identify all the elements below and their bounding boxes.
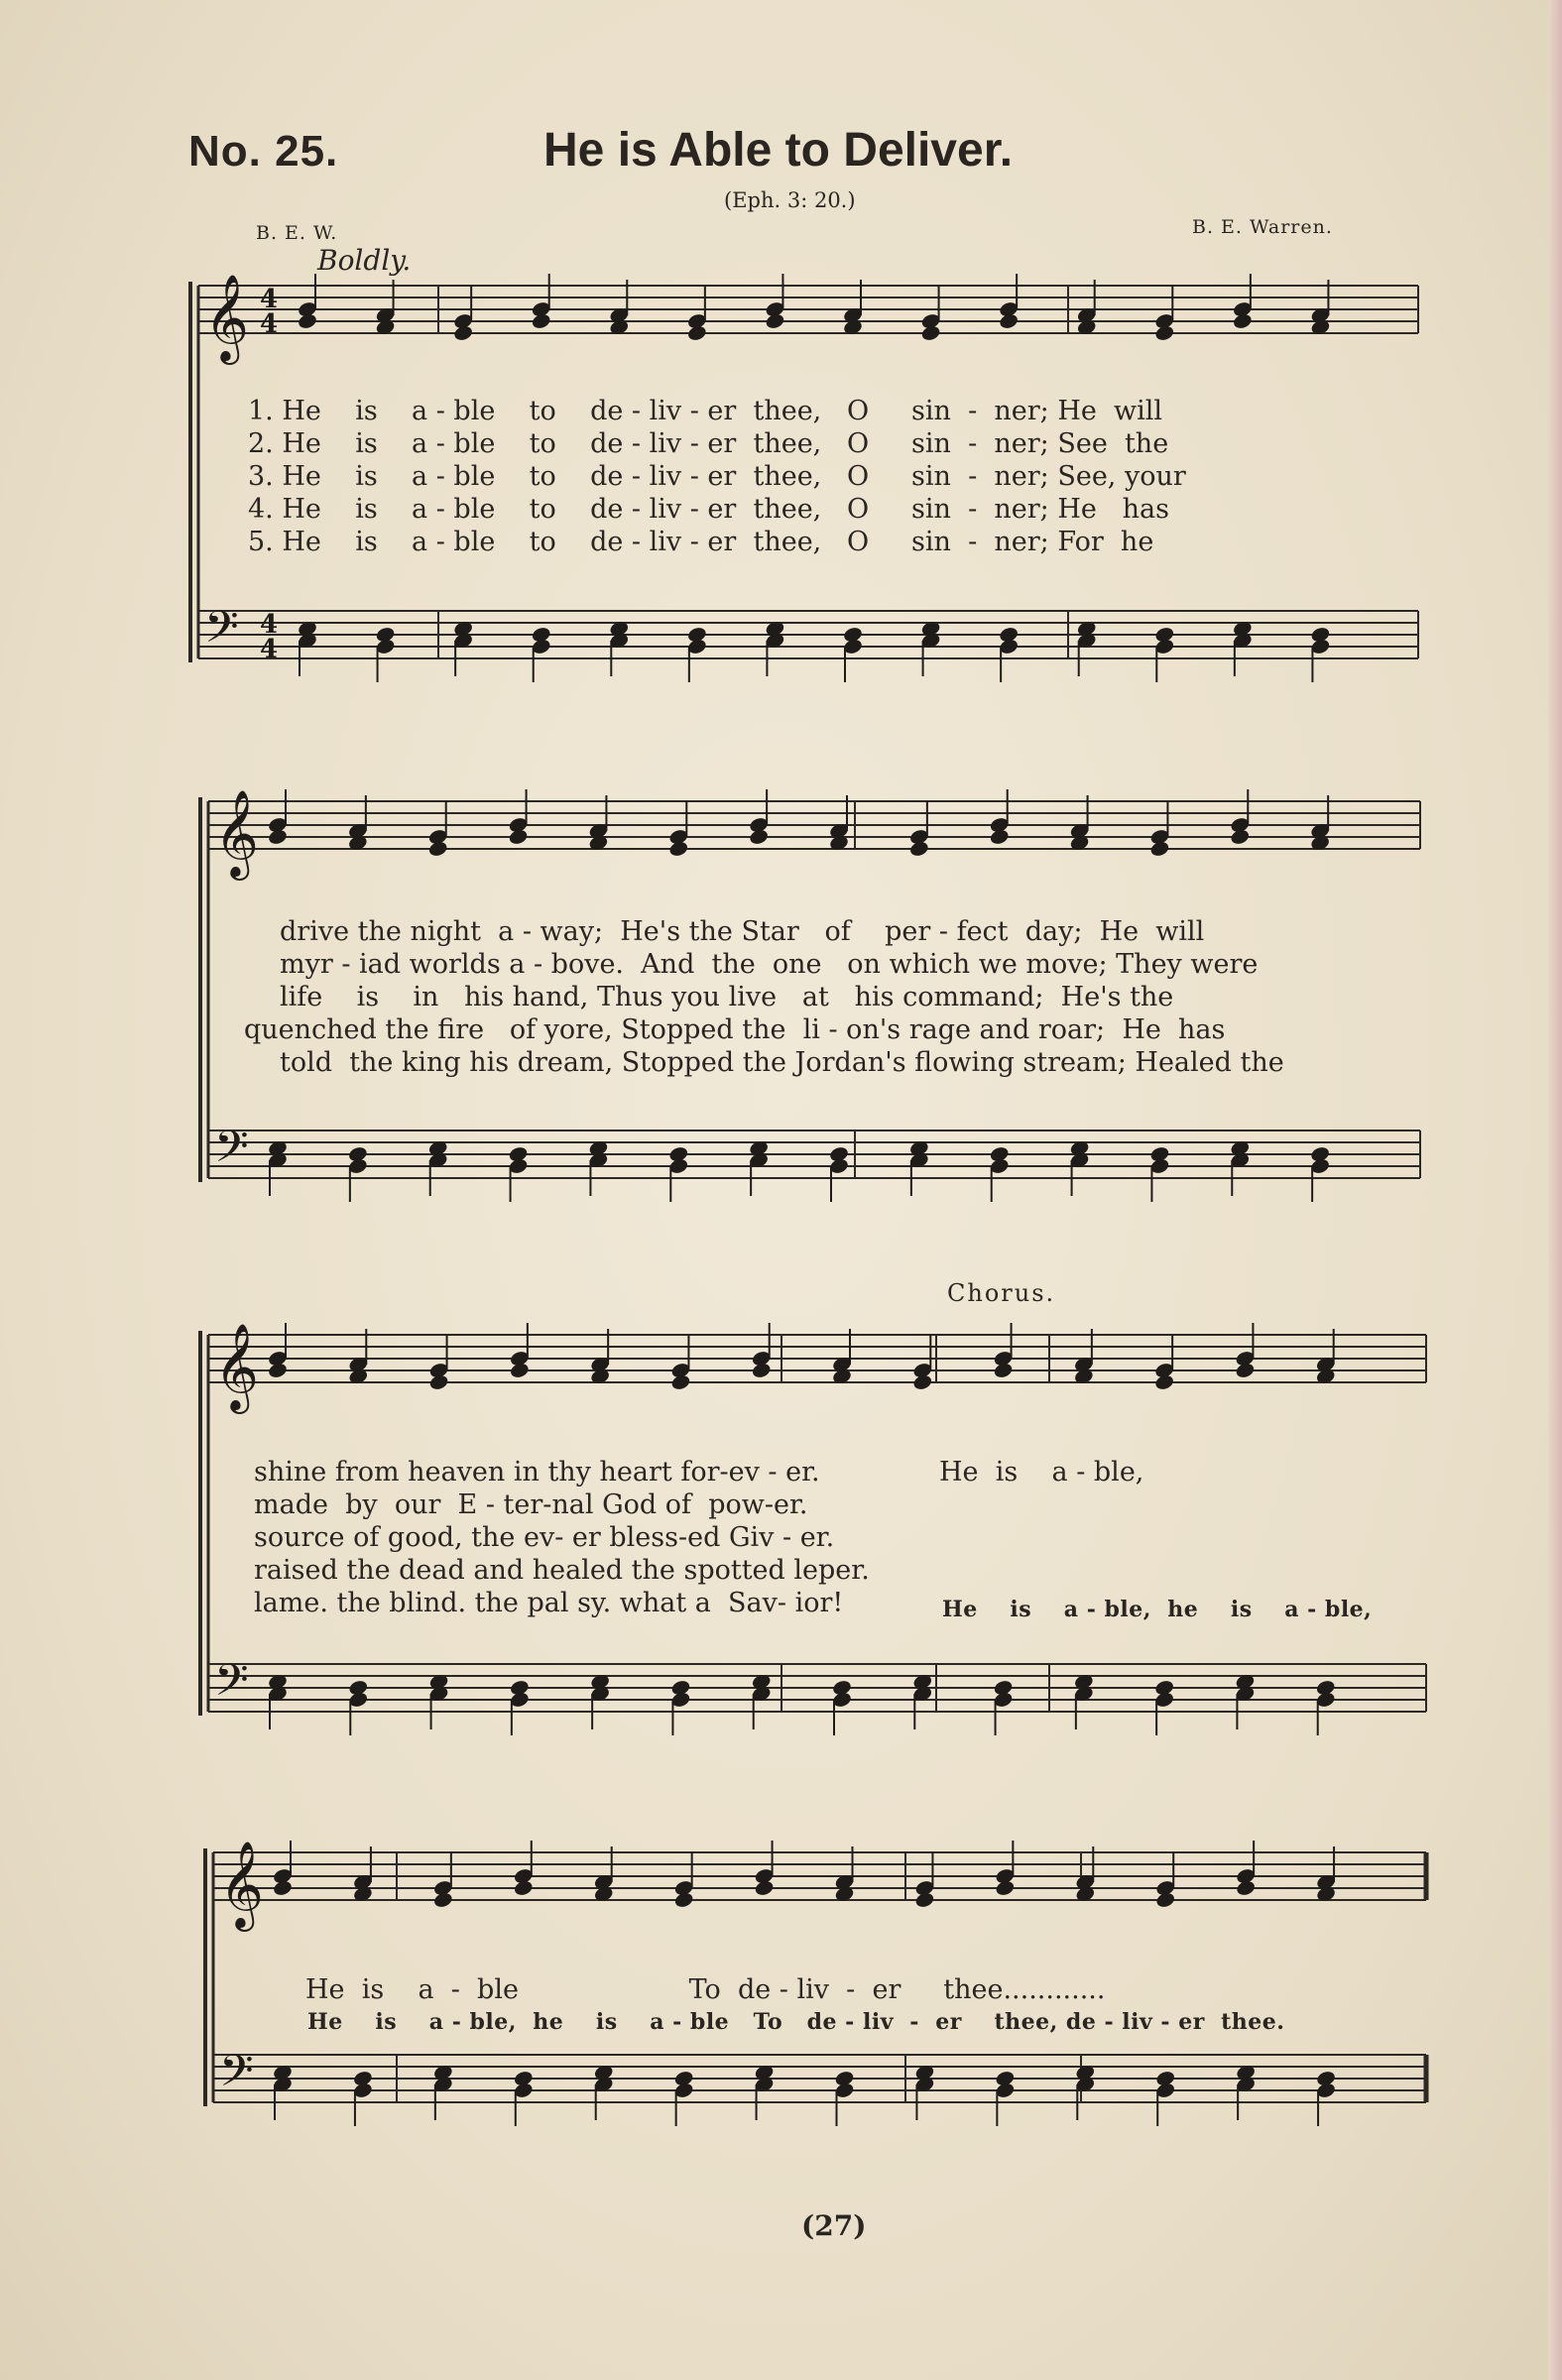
note-head — [427, 840, 448, 858]
bass-clef-icon: 𝄢 — [214, 1121, 249, 1183]
verse-1-line-3: shine from heaven in thy heart for-ev - er. — [254, 1457, 820, 1488]
verse-4-line-2: quenched the fire of yore, Stopped the li - on's rage and roar; He has — [244, 1014, 1226, 1045]
composer-credit: B. E. Warren. — [1192, 216, 1333, 238]
chorus-label: Chorus. — [947, 1279, 1056, 1307]
verse-3-line-1: 3. He is a - ble to de - liv - er thee, O sin - ner; See, your — [248, 461, 1186, 492]
note-head — [908, 840, 929, 858]
note-head — [673, 1891, 694, 1909]
verse-2-line-1: 2. He is a - ble to de - liv - er thee, O sin - ner; See the — [248, 428, 1169, 459]
time-signature-top: 4 — [260, 285, 279, 314]
note-head — [1235, 1362, 1256, 1379]
note-head — [513, 1879, 534, 1897]
verse-2-line-2: myr - iad worlds a - bove. And the one on which we move; They were — [280, 949, 1259, 980]
verse-4-line-3: raised the dead and healed the spotted leper. — [254, 1555, 870, 1586]
verse-1-line-1: 1. He is a - ble to de - liv - er thee, O sin - ner; He will — [248, 396, 1163, 426]
bass-clef-icon: 𝄢 — [219, 2045, 254, 2107]
note-head — [920, 324, 941, 342]
note-head — [509, 1362, 530, 1379]
lyricist-credit: B. E. W. — [256, 222, 338, 244]
chorus-melody-words: He is a - ble, — [939, 1457, 1144, 1488]
note-head — [754, 1879, 775, 1897]
note-head — [531, 312, 551, 330]
note-head — [272, 1879, 293, 1897]
note-head — [1235, 1879, 1256, 1897]
verse-4-line-1: 4. He is a - ble to de - liv - er thee, O sin - ner; He has — [248, 494, 1169, 525]
note-head — [748, 828, 769, 846]
verse-5-line-1: 5. He is a - ble to de - liv - er thee, O sin - ner; For he — [248, 527, 1154, 557]
note-head — [452, 324, 473, 342]
hymn-number: No. 25. — [188, 127, 339, 176]
treble-clef-icon: 𝄞 — [214, 788, 259, 877]
note-head — [1155, 1891, 1176, 1909]
bass-clef-icon: 𝄢 — [204, 601, 239, 663]
chorus-bass-words-2: He is a - ble, he is a - ble To de - liv - er thee, de - liv - er thee. — [307, 2009, 1285, 2035]
page-number: (27) — [801, 2209, 867, 2242]
note-head — [432, 1891, 453, 1909]
note-head — [267, 1362, 288, 1379]
note-head — [998, 312, 1019, 330]
note-head — [668, 840, 689, 858]
note-head — [995, 1879, 1016, 1897]
note-head — [1154, 324, 1175, 342]
note-head — [1232, 312, 1253, 330]
note-head — [914, 1891, 935, 1909]
note-head — [1153, 1373, 1174, 1391]
treble-clef-icon: 𝄞 — [214, 1322, 259, 1410]
tempo-marking: Boldly. — [317, 244, 412, 277]
scripture-reference: (Eph. 3: 20.) — [724, 188, 856, 212]
note-head — [670, 1373, 691, 1391]
note-head — [989, 828, 1010, 846]
note-head — [765, 312, 785, 330]
hymn-title: He is Able to Deliver. — [543, 124, 1014, 177]
note-head — [297, 312, 317, 330]
chorus-melody-words-2: He is a - ble To de - liv - er thee............ — [305, 1974, 1106, 2005]
time-signature-top: 4 — [260, 610, 279, 640]
note-head — [1149, 840, 1170, 858]
verse-5-line-3: lame. the blind. the pal sy. what a Sav- ior! — [254, 1588, 844, 1618]
note-head — [267, 828, 288, 846]
note-head — [993, 1362, 1014, 1379]
verse-3-line-2: life is in his hand, Thus you live at his command; He's the — [280, 982, 1174, 1012]
note-head — [686, 324, 707, 342]
bass-clef-icon: 𝄢 — [214, 1654, 249, 1717]
verse-3-line-3: source of good, the ev- er bless-ed Giv - er. — [254, 1522, 835, 1553]
note-head — [912, 1373, 933, 1391]
treble-clef-icon: 𝄞 — [219, 1840, 264, 1928]
note-head — [428, 1373, 449, 1391]
verse-5-line-2: told the king his dream, Stopped the Jordan's flowing stream; Healed the — [280, 1047, 1284, 1078]
verse-2-line-3: made by our E - ter-nal God of pow-er. — [254, 1489, 808, 1520]
time-signature-bottom: 4 — [260, 635, 279, 664]
verse-1-line-2: drive the night a - way; He's the Star of per - fect day; He will — [280, 916, 1205, 947]
note-head — [1230, 828, 1251, 846]
chorus-bass-words: He is a - ble, he is a - ble, — [942, 1597, 1373, 1622]
note-head — [751, 1362, 772, 1379]
treble-clef-icon: 𝄞 — [204, 273, 249, 361]
time-signature-bottom: 4 — [260, 309, 279, 339]
note-head — [508, 828, 529, 846]
